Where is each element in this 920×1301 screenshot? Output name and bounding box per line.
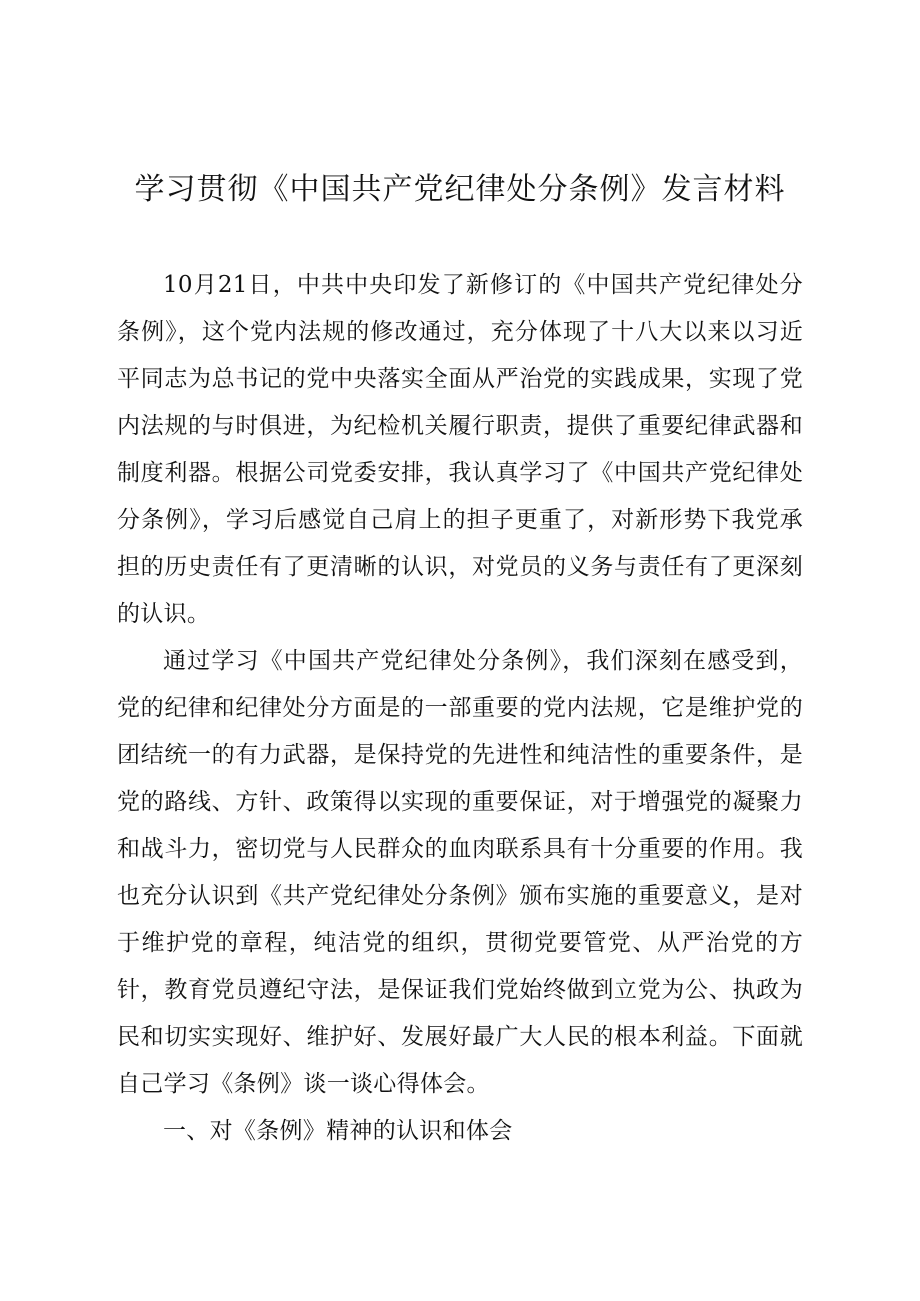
- document-body: [117, 262, 803, 1155]
- paragraph-2: 通过学习《中国共产党纪律处分条例》，我们深刻在感受到，党的纪律和纪律处分方面是的一部重要的党内法规，它是维护党的团结统一的有力武器，是保持党的先进性和纯洁性的重要条件，是党的路线、方针、政策得以实现的重要保证，对于增强党的凝聚力和战斗力，密切党与人民群众的血肉联系具有十分重要的作用。我也充分认识到《共产党纪律处分条例》颁布实施的重要意义，是对于维护党的章程，纯洁党的组织，贯彻党要管党、从严治党的方针，教育党员遵纪守法，是保证我们党始终做到立党为公、执政为民和切实实现好、维护好、发展好最广大人民的根本利益。下面就自己学习《条例》谈一谈心得体会。: [117, 648, 803, 1097]
- document-title: 学习贯彻《中国共产党纪律处分条例》发言材料: [134, 172, 786, 207]
- section-heading: 一、对《条例》精神的认识和体会: [163, 1118, 513, 1144]
- paragraph-1: 10月21日，中共中央印发了新修订的《中国共产党纪律处分条例》，这个党内法规的修改通过，充分体现了十八大以来以习近平同志为总书记的党中央落实全面从严治党的实践成果，实现了党内法规的与时俱进，为纪检机关履行职责，提供了重要纪律武器和制度利器。根据公司党委安排，我认真学习了《中国共产党纪律处分条例》，学习后感觉自己肩上的担子更重了，对新形势下我党承担的历史责任有了更清晰的认识，对党员的义务与责任有了更深刻的认识。: [117, 272, 803, 627]
